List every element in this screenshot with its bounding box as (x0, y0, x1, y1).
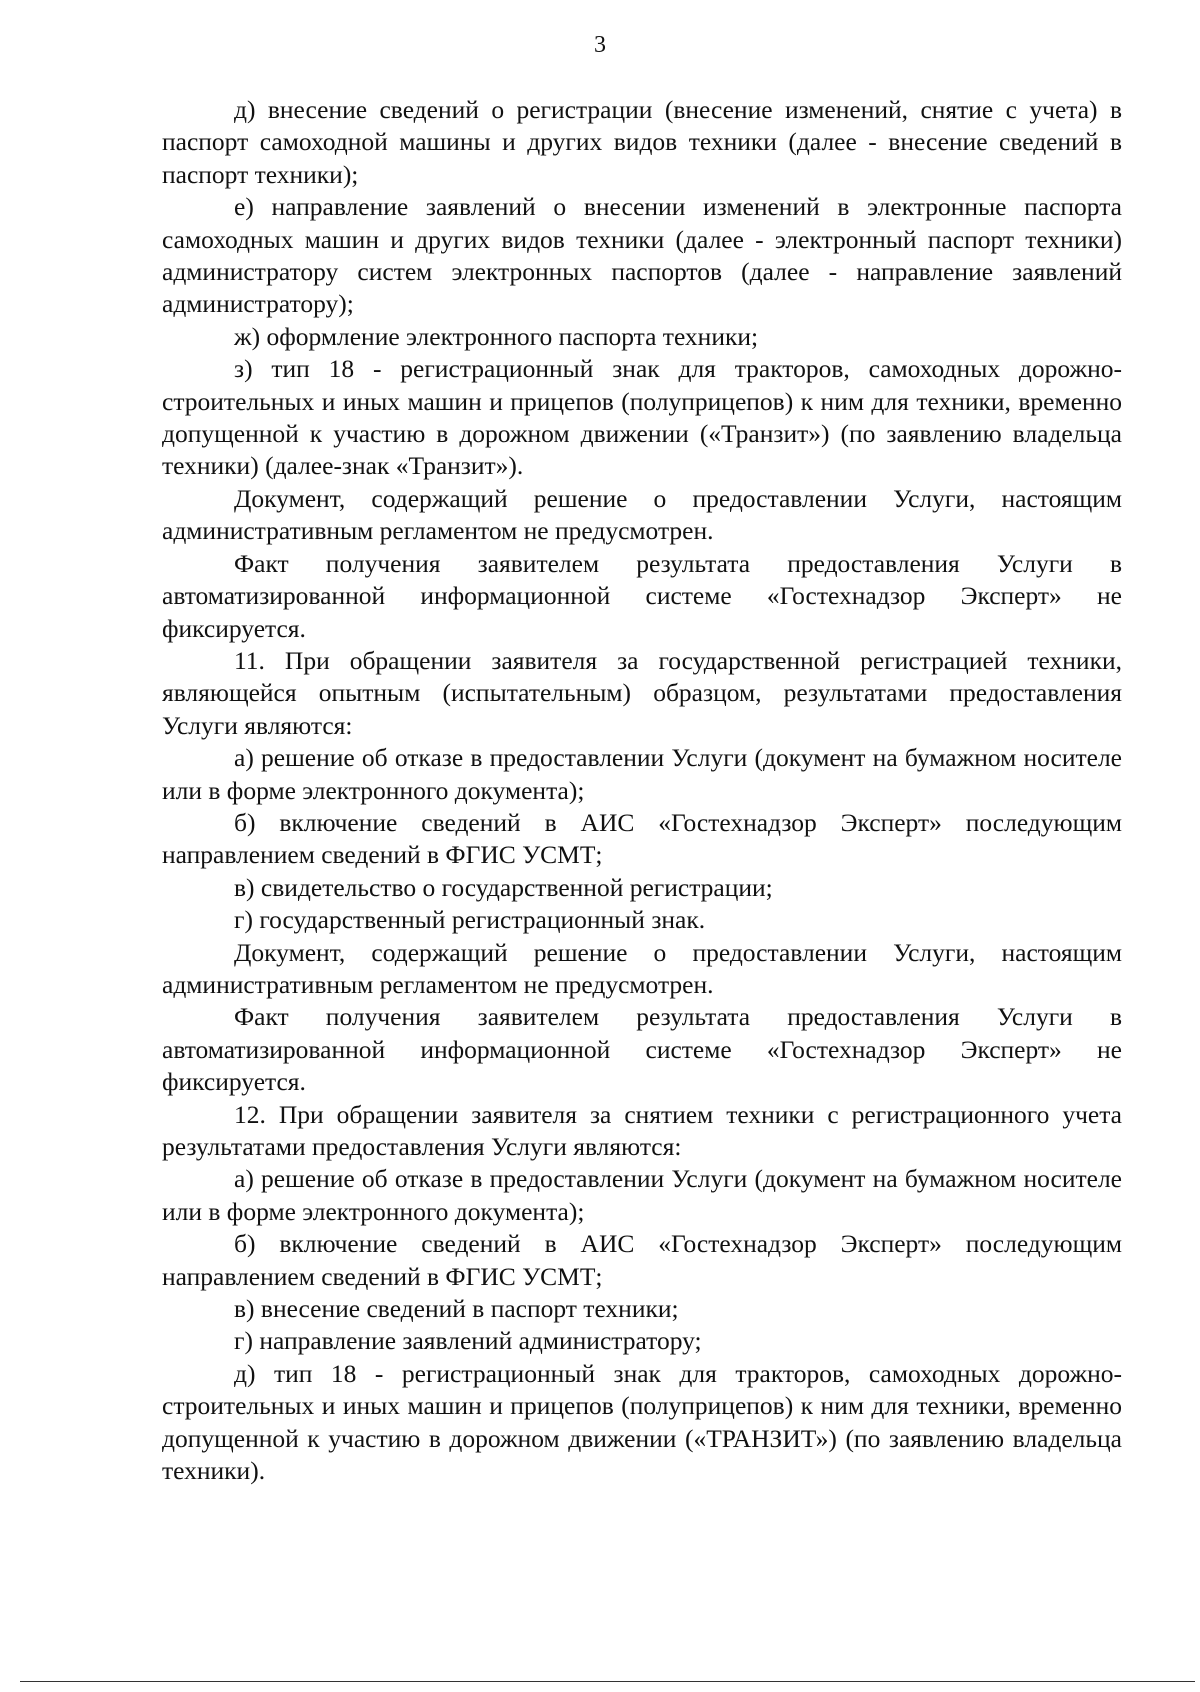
bottom-divider (20, 1681, 1195, 1682)
document-body (162, 94, 1122, 1487)
paragraph-item-d-passport-info: д) внесение сведений о регистрации (внесение изменений, снятие с учета) в паспорт самоходной машины и других видов техники (далее - внесение сведений в паспорт техники); (162, 95, 1122, 189)
paragraph-section-11: 11. При обращении заявителя за государственной регистрацией техники, являющейся опытным (испытательным) образцом, результатами предоставления Услуги являются: (162, 645, 1122, 740)
paragraph-section-12-item-a: а) решение об отказе в предоставлении Услуги (документ на бумажном носителе или в форме электронного документа); (162, 1164, 1122, 1226)
paragraph-section-11-item-v: в) свидетельство о государственной регистрации; (234, 872, 773, 902)
paragraph-section-11-item-b: б) включение сведений в АИС «Гостехнадзор Эксперт» последующим направлением сведений в ФГИС УСМТ; (162, 807, 1122, 870)
paragraph-item-e-applications: е) направление заявлений о внесении изменений в электронные паспорта самоходных машин и других видов техники (далее - электронный паспорт техники) администратору систем электронных паспортов (далее - направление заявлений администратору); (162, 192, 1122, 319)
paragraph-section-11-item-g: г) государственный регистрационный знак. (234, 905, 706, 935)
paragraph-decision-document-note: Документ, содержащий решение о предоставлении Услуги, настоящим административным регламентом не предусмотрен. (162, 483, 1122, 546)
paragraph-section-12: 12. При обращении заявителя за снятием техники с регистрационного учета результатами предоставления Услуги являются: (162, 1099, 1122, 1161)
paragraph-section-12-item-d: д) тип 18 - регистрационный знак для тракторов, самоходных дорожно-строительных и иных машин и прицепов (полуприцепов) к ним для техники, временно допущенной к участию в дорожном движении («ТРАНЗИТ») (по заявлению владельца техники). (162, 1358, 1122, 1486)
paragraph-result-fixation-note: Факт получения заявителем результата предоставления Услуги в автоматизированной информационной системе «Гостехнадзор Эксперт» не фиксируется. (162, 548, 1122, 643)
paragraph-section-12-item-v: в) внесение сведений в паспорт техники; (234, 1294, 679, 1324)
paragraph-decision-document-note-2: Документ, содержащий решение о предоставлении Услуги, настоящим административным регламентом не предусмотрен. (162, 937, 1122, 999)
paragraph-result-fixation-note-2: Факт получения заявителем результата предоставления Услуги в автоматизированной информационной системе «Гостехнадзор Эксперт» не фиксируется. (162, 1002, 1122, 1097)
paragraph-section-12-item-b: б) включение сведений в АИС «Гостехнадзор Эксперт» последующим направлением сведений в ФГИС УСМТ; (162, 1229, 1122, 1291)
paragraph-section-11-item-a: а) решение об отказе в предоставлении Услуги (документ на бумажном носителе или в форме электронного документа); (162, 743, 1122, 805)
paragraph-section-12-item-g: г) направление заявлений администратору; (234, 1326, 702, 1356)
paragraph-item-zh-electronic-passport: ж) оформление электронного паспорта техники; (234, 321, 759, 351)
paragraph-item-z-transit-sign: з) тип 18 - регистрационный знак для тракторов, самоходных дорожно-строительных и иных машин и прицепов (полуприцепов) к ним для техники, временно допущенной к участию в дорожном движении («Транзит») (по заявлению владельца техники) (далее-знак «Транзит»). (162, 354, 1122, 481)
page-number: 3 (594, 32, 606, 58)
